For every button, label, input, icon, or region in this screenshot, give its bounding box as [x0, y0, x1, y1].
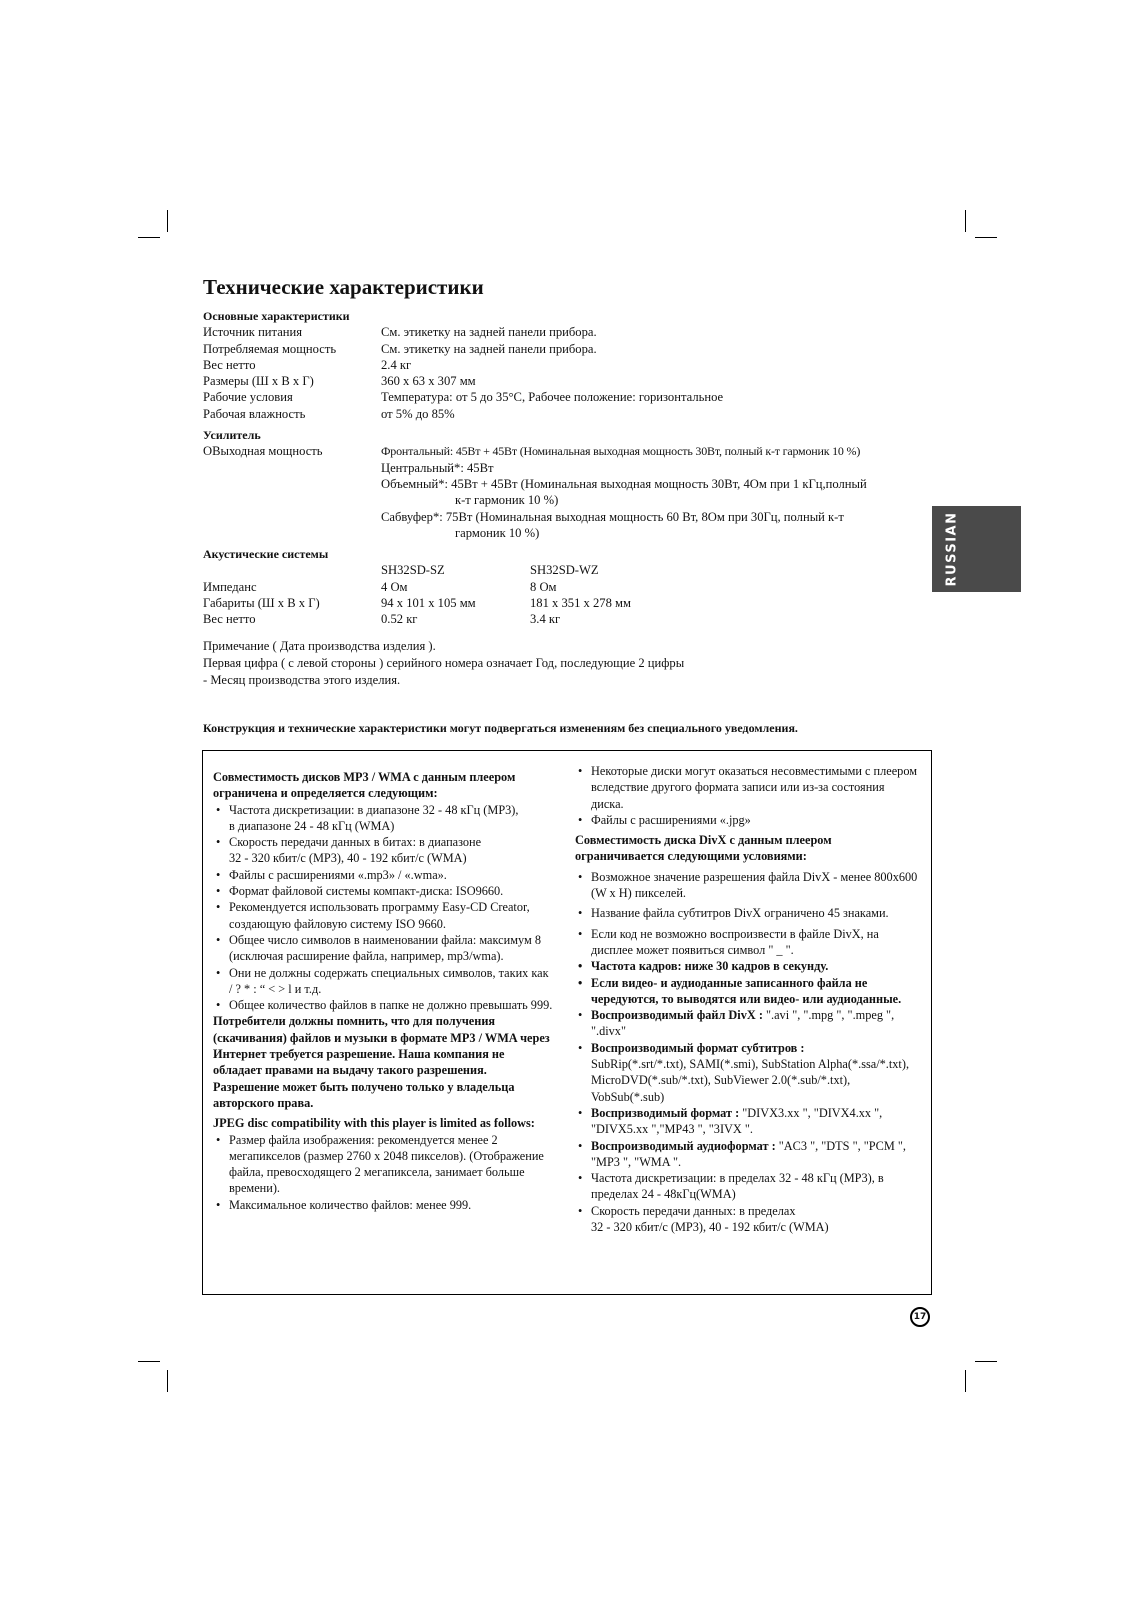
section-heading-amplifier: Усилитель [203, 428, 261, 443]
spec-row [203, 443, 943, 459]
list-item: • Воспроизводимый аудиоформат : "AC3 ", "DTS ", "PCM ", "MP3 ", "WMA ". [575, 1138, 920, 1171]
spec-table [203, 308, 943, 628]
crop-mark [167, 1370, 168, 1392]
spec-row [203, 406, 943, 422]
crop-mark [167, 210, 168, 232]
spec-key: Импеданс [203, 579, 257, 594]
language-tab-label: RUSSIAN [944, 511, 960, 587]
spec-key: Рабочая влажность [203, 406, 306, 421]
list-item: • Частота дискретизации: в пределах 32 - 48 кГц (MP3), в пределах 24 - 48кГц(WMA) [575, 1170, 920, 1203]
spec-row [203, 476, 943, 492]
spec-key: ОВыходная мощность [203, 444, 323, 459]
section-heading-speakers: Акустические системы [203, 547, 329, 562]
spec-value: к-т гармоник 10 %) [455, 493, 559, 508]
spec-value: Центральный*: 45Вт [381, 460, 494, 475]
compatibility-left-column [213, 769, 553, 1213]
page-title: Технические характеристики [203, 275, 484, 299]
spec-key: Источник питания [203, 325, 303, 340]
spec-value: 181 x 351 x 278 мм [530, 596, 631, 611]
note-line: Первая цифра ( с левой стороны ) серийного номера означает Год, последующие 2 цифры [203, 656, 685, 670]
spec-row [203, 611, 943, 627]
spec-row [203, 492, 943, 508]
spec-value: от 5% до 85% [381, 406, 455, 421]
spec-row [203, 389, 943, 405]
mp3-heading: Совместимость дисков MP3 / WMA с данным плеером ограничена и определяется следующим: [213, 770, 516, 801]
list-item: • Некоторые диски могут оказаться несовместимыми с плеером вследствие другого формата записи или из-за состояния диска. [575, 763, 920, 812]
list-item: • Максимальное количество файлов: менее 999. [213, 1197, 553, 1213]
spec-row [203, 324, 943, 340]
list-item: • Возможное значение разрешения файла DivX - менее 800x600 (W x H) пикселей. [575, 869, 920, 902]
spec-value: Температура: от 5 до 35°C, Рабочее положение: горизонтальное [381, 390, 724, 405]
crop-mark [975, 237, 997, 238]
spec-value: Фронтальный: 45Вт + 45Вт (Номинальная выходная мощность 30Вт, полный к-т гармоник 10 %) [381, 444, 861, 459]
speaker-model: SH32SD-WZ [530, 563, 599, 578]
spec-row [203, 595, 943, 611]
spec-key: Габариты (Ш x В x Г) [203, 596, 320, 611]
list-item: • Формат файловой системы компакт-диска: ISO9660. [213, 883, 553, 899]
spec-row [203, 509, 943, 525]
crop-mark [975, 1361, 997, 1362]
list-item: • Частота дискретизации: в диапазоне 32 - 48 кГц (MP3), в диапазоне 24 - 48 кГц (WMA) [213, 802, 553, 835]
spec-value: Объемный*: 45Вт + 45Вт (Номинальная выходная мощность 30Вт, 4Ом при 1 кГц,полный [381, 476, 867, 491]
crop-mark [138, 1361, 160, 1362]
jpeg-heading: JPEG disc compatibility with this player is limited as follows: [213, 1116, 535, 1131]
spec-row [203, 579, 943, 595]
spec-value: гармоник 10 %) [455, 525, 540, 540]
spec-row [203, 373, 943, 389]
spec-value: См. этикетку на задней панели прибора. [381, 341, 597, 356]
divx-heading: Совместимость диска DivX с данным плеером ограничивается следующими условиями: [575, 833, 832, 864]
spec-value: 360 x 63 x 307 мм [381, 374, 476, 389]
compatibility-box [202, 750, 932, 1295]
spec-value: Сабвуфер*: 75Вт (Номинальная выходная мощность 60 Вт, 8Ом при 30Гц, полный к-т [381, 509, 844, 524]
page-number: 17 [910, 1307, 930, 1327]
crop-mark [965, 210, 966, 232]
compatibility-right-column [575, 763, 920, 1235]
list-item: • Размер файла изображения: рекомендуется менее 2 мегапикселов (размер 2760 x 2048 пикселов). (Отображение файла, превосходящего 2 мегапиксела, занимает больше времени). [213, 1132, 553, 1197]
section-heading-general: Основные характеристики [203, 309, 350, 323]
spec-key: Вес нетто [203, 357, 256, 372]
spec-key: Рабочие условия [203, 390, 293, 405]
list-item: • Скорость передачи данных в битах: в диапазоне 32 - 320 кбит/с (MP3), 40 - 192 кбит/с (WMA) [213, 834, 553, 867]
spec-value: См. этикетку на задней панели прибора. [381, 325, 597, 340]
crop-mark [138, 237, 160, 238]
list-item: • Воспроизводимый формат субтитров : SubRip(*.srt/*.txt), SAMI(*.smi), SubStation Alpha(*.ssa/*.txt), MicroDVD(*.sub/*.txt), SubViewer 2.0(*.sub/*.txt), VobSub(*.sub) [575, 1040, 920, 1105]
language-tab [932, 506, 1021, 592]
note-line: - Месяц производства этого изделия. [203, 673, 401, 687]
spec-value: 94 x 101 x 105 мм [381, 596, 476, 611]
list-item: • Они не должны содержать специальных символов, таких как / ? * : “ < > l и т.д. [213, 965, 553, 998]
list-item: • Название файла субтитров DivX ограничено 45 знаками. [575, 905, 920, 921]
production-date-note [203, 638, 943, 689]
list-item: • Если код не возможно воспроизвести в файле DivX, на дисплее может появиться символ " _ ". [575, 926, 920, 959]
spec-row [203, 525, 943, 541]
change-notice: Конструкция и технические характеристики могут подвергаться изменениям без специального уведомления. [203, 721, 798, 735]
list-item: • Общее число символов в наименовании файла: максимум 8 (исключая расширение файла, например, mp3/wma). [213, 932, 553, 965]
spec-key: Размеры (Ш x В x Г) [203, 374, 314, 389]
list-item: • Общее количество файлов в папке не должно превышать 999. [213, 997, 553, 1013]
spec-value: 8 Ом [530, 579, 557, 594]
speaker-model: SH32SD-SZ [381, 563, 445, 578]
list-item: • Файлы с расширениями «.mp3» / «.wma». [213, 867, 553, 883]
crop-mark [965, 1370, 966, 1392]
list-item: • Скорость передачи данных: в пределах 32 - 320 кбит/с (MP3), 40 - 192 кбит/с (WMA) [575, 1203, 920, 1236]
rights-notice: Потребители должны помнить, что для получения (скачивания) файлов и музыки в формате MP3 / WMA через Интернет требуется разрешение. Наша компания не обладает правами на выдачу такого разрешения. Разрешение может быть получено только у владельца авторского права. [213, 1014, 550, 1110]
list-item: • Если видео- и аудиоданные записанного файла не чередуются, то выводятся или видео- или аудиоданные. [575, 975, 920, 1008]
spec-value: 2.4 кг [381, 357, 412, 372]
list-item: • Воспризводимый формат : "DIVX3.xx ", "DIVX4.xx ", "DIVX5.xx ","MP43 ", "3IVX ". [575, 1105, 920, 1138]
spec-key: Вес нетто [203, 612, 256, 627]
list-item: • Воспроизводимый файл DivX : ".avi ", ".mpg ", ".mpeg ", ".divx" [575, 1007, 920, 1040]
spec-value: 3.4 кг [530, 612, 561, 627]
spec-key: Потребляемая мощность [203, 341, 337, 356]
list-item: • Файлы с расширениями «.jpg» [575, 812, 920, 828]
spec-row [203, 357, 943, 373]
spec-row [203, 341, 943, 357]
spec-value: 4 Ом [381, 579, 408, 594]
spec-row [203, 562, 943, 578]
list-item: • Частота кадров: ниже 30 кадров в секунду. [575, 958, 920, 974]
list-item: • Рекомендуется использовать программу Easy-CD Creator, создающую файловую систему ISO 9660. [213, 899, 553, 932]
spec-row [203, 460, 943, 476]
note-line: Примечание ( Дата производства изделия ). [203, 639, 436, 653]
spec-value: 0.52 кг [381, 612, 418, 627]
